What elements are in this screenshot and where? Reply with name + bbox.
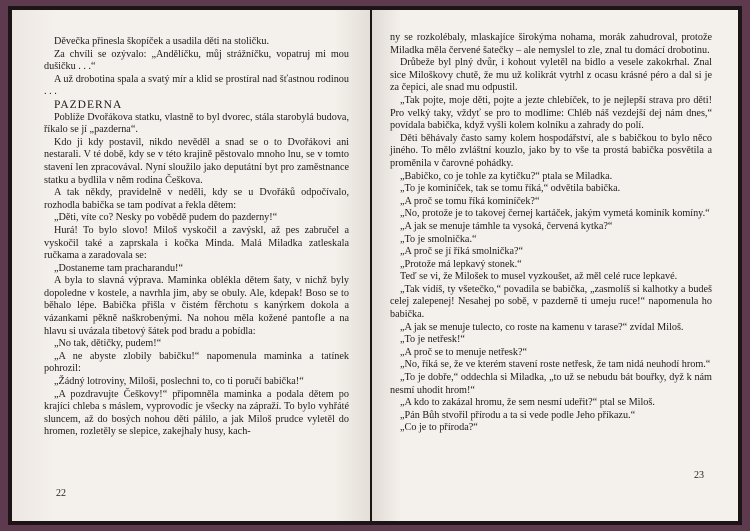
- paragraph: „A pozdravujte Češkovy!“ připomněla maminka a podala dětem po krajíci chleba s máslem, vyprovodíc je všecky na zápraží. To bylo vyhřáté sluncem, až do bosých nohou děti pálilo, a jak Miloš prudce vyletěl do hromen, rozletěly se slepice, zakejhaly husy, kach-: [44, 388, 349, 438]
- paragraph: Za chvíli se ozývalo: „Andělíčku, můj strážníčku, vopatruj mi mou dušičku . . .“: [44, 48, 349, 73]
- paragraph: „Tak pojte, moje děti, pojte a jezte chlebíček, to je nejlepší strava pro děti! Pro velký taky, vždyť se pro to modlíme: Chléb náš vezdejší dej nám dnes,“ povídala babička, když vyšli kolem kolníku a zahrady do polí.: [390, 94, 712, 132]
- paragraph: „To je netřesk!“: [400, 334, 465, 346]
- book-spread: [8, 6, 742, 525]
- paragraph: „Dostaneme tam pracharandu!“: [54, 262, 183, 274]
- paragraph: „A proč se jí říká smolnička?“: [400, 246, 524, 258]
- paragraph: „To je dobře,“ oddechla si Miladka, „to už se nebudu bát bouřky, dyž k nám nesmí uhodit hrom!“: [390, 372, 712, 396]
- paragraph: A už drobotina spala a svatý mír a klid se prostíral nad šťastnou rodinou . . .: [44, 73, 349, 98]
- paragraph: „A jak se menuje tulecto, co roste na kamenu v tarase?“ zvídal Miloš.: [400, 321, 684, 333]
- paragraph: „A kdo to zakázal hromu, že sem nesmí udeřit?“ ptal se Miloš.: [400, 397, 655, 409]
- paragraph: „To je kominíček, tak se tomu říká,“ odvětila babička.: [400, 183, 621, 195]
- paragraph: „Děti, víte co? Nesky po vobědě pudem do pazderny!“: [54, 212, 278, 224]
- paragraph: „No tak, dětičky, pudem!“: [54, 338, 162, 350]
- page-number-right: 23: [694, 470, 704, 481]
- chapter-heading: PAZDERNA: [54, 98, 123, 111]
- left-page-text: [44, 36, 349, 439]
- paragraph: „A ne abyste zlobily babičku!“ napomenula maminka a tatínek pohrozil:: [44, 350, 349, 375]
- right-page: [372, 10, 738, 521]
- paragraph: Děti běhávaly často samy kolem hospodářství, ale s babičkou to bylo něco jiného. To mělo zvláštní kouzlo, jako by to vše ta prostá babička posvětila a proměnila v čarovné pohádky.: [390, 132, 712, 169]
- paragraph: Hurá! To bylo slovo! Miloš vyskočil a zavýskl, až pes zabručel a vyskočil také a zaprskala i kočka Minda. Malá Miladka zatleskala ručkama a zaradovala se:: [44, 224, 349, 262]
- paragraph: „To je smolnička.“: [400, 233, 477, 245]
- paragraph: „Babičko, co je tohle za kytičku?“ ptala se Miladka.: [400, 170, 613, 182]
- paragraph: A tak někdy, pravidelně v neděli, kdy se u Dvořáků odpočívalo, rozhodla babička se tam podívat a řekla dětem:: [44, 187, 349, 211]
- paragraph: Drůbeže byl plný dvůr, i kohout vyletěl na bidlo a vesele zakokrhal. Znal sice Miloškovy chutě, že mu už kolikrát vytrhl z ocasu krásné péro a dal si je za čepici, ale snad mu odpustil.: [390, 57, 712, 94]
- paragraph: „A jak se menuje támhle ta vysoká, červená kytka?“: [400, 220, 613, 232]
- right-page-text: [390, 32, 712, 435]
- paragraph: „A proč se tomu říká kominíček?“: [400, 195, 540, 207]
- paragraph: „A proč se to menuje netřesk?“: [400, 346, 528, 358]
- page-number-left: 22: [56, 488, 66, 499]
- paragraph: A byla to slavná výprava. Maminka oblékla dětem šaty, v nichž byly dopoledne v kostele, a navrhla jim, aby se obuly. Ale, kdepak! Boso se to běhalo lépe. Babička přišla v čistém fěrchotu s kanýrkem dokola a vázankami pěkně naškrobenými. Na nohou měla kožené pantofle a na hlavu si uvázala tibetový šátek pod bradu a pobídla:: [44, 275, 349, 337]
- paragraph: Děvečka přinesla škopíček a usadila děti na stoličku.: [54, 36, 269, 47]
- paragraph: „Žádný lotroviny, Miloši, poslechni to, co ti poručí babička!“: [54, 376, 304, 388]
- paragraph: Kdo ji kdy postavil, nikdo nevěděl a snad se o to Dvořákovi ani nestarali. V té době, kdy se v této krajině pěstovalo mnoho lnu, se v tomto stavení len zpracovával. Nyní sloužilo jako deputátní byt pro zaměstnance statku a bydlila v něm rodina Češkova.: [44, 136, 349, 186]
- paragraph: ny se rozkolébaly, mlaskajíce širokýma nohama, morák zahudroval, protože Miladka měla červené šatečky – ale nemyslel to zle, znal tu domácí drobotinu.: [390, 32, 712, 56]
- paragraph: „Pán Bůh stvořil přírodu a ta si vede podle Jeho příkazu.“: [400, 409, 636, 421]
- paragraph: „No, protože je to takovej černej kartáček, jakým vymetá kominík komíny.“: [400, 208, 710, 220]
- paragraph: Teď se vi, že Milošek to musel vyzkoušet, až měl celé ruce lepkavé.: [400, 271, 678, 283]
- left-page: [12, 10, 370, 521]
- paragraph: „Protože má lepkavý stonek.“: [400, 258, 522, 270]
- paragraph: „No, říká se, že ve kterém stavení roste netřesk, že tam nidá neuhodí hrom.“: [400, 359, 711, 371]
- paragraph: Poblíže Dvořákova statku, vlastně to byl dvorec, stála starobylá budova, říkalo se jí „pazderna“.: [44, 111, 349, 136]
- paragraph: „Co je to příroda?“: [400, 422, 478, 434]
- paragraph: „Tak vidíš, ty všetečko,“ povadila se babička, „zasmolíš si kalhotky a budeš celej zalepenej! Nesahej po sobě, v pazderně ti umeju ruce!“ napomenula ho babička.: [390, 283, 712, 321]
